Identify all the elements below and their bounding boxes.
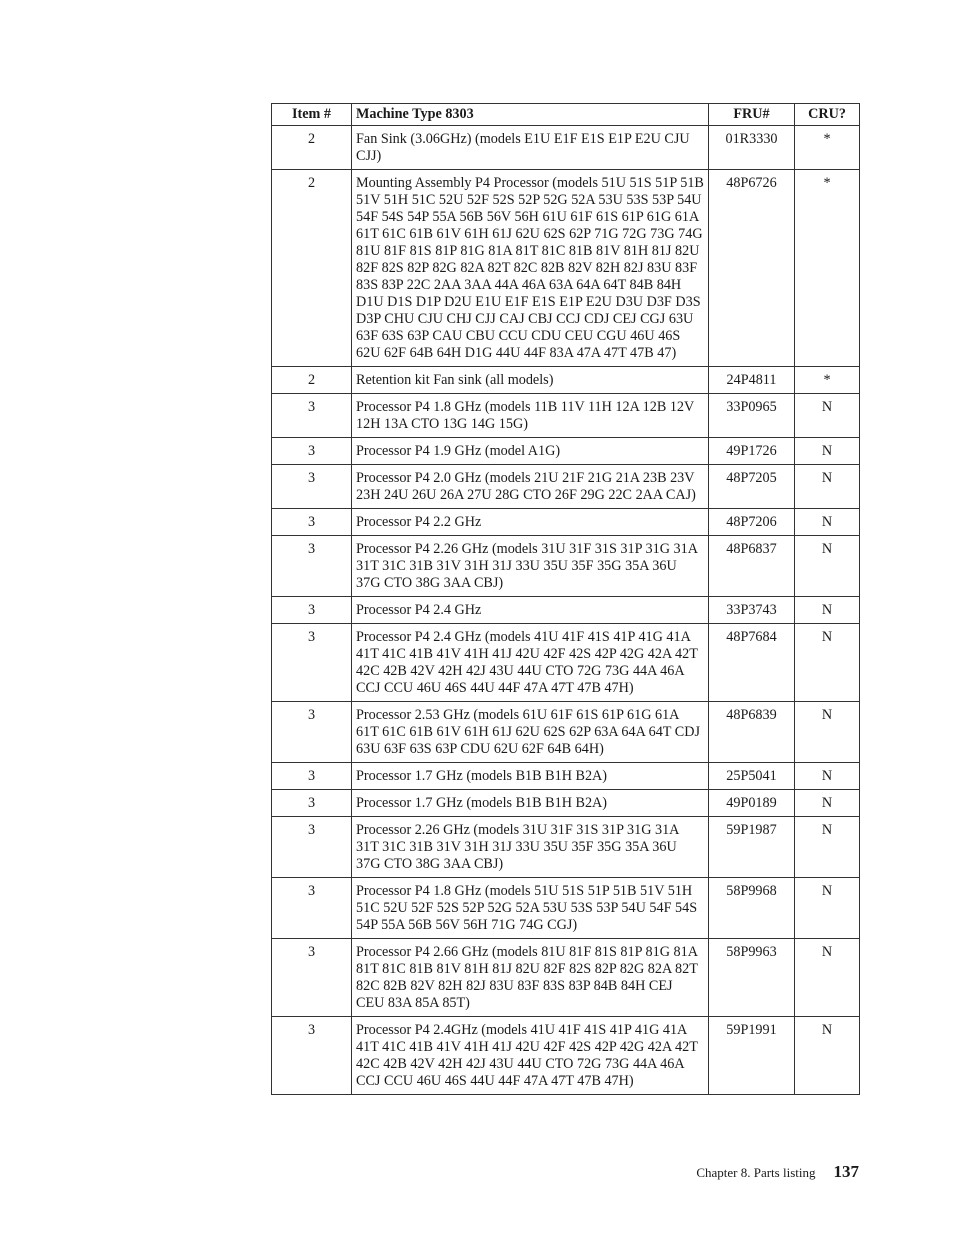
cell-description: Mounting Assembly P4 Processor (models 51U 51S 51P 51B 51V 51H 51C 52U 52F 52S 52P 52G 52A 53U 53S 53P 54U 54F 54S 54P 55A 56B 56V 56H 61U 61F 61S 61P 61G 61A 61T 61C 61B 61V 61H 61J 62U 62S 62P 71G 72G 73G 74G 81U 81F 81S 81P 81G 81A 81T 81C 81B 81V 81H 81J 82U 82F 82S 82P 82G 82A 82T 82C 82B 82V 82H 82J 83U 83F 83S 83P 22C 2AA 3AA 44A 46A 63A 64A 64T 84B 84H D1U D1S D1P D2U E1U E1F E1S E1P E2U D3U D3F D3S D3P CHU CJU CHJ CJJ CAJ CBJ CCJ CDJ CEJ CGJ 63U 63F 63S 63P CAU CBU CCU CDU CEU CGU 46U 46S 62U 62F 64B 64H D1G 44U 44F 83A 47A 47T 47B 47) <box>352 170 709 367</box>
cell-description: Processor 2.53 GHz (models 61U 61F 61S 61P 61G 61A 61T 61C 61B 61V 61H 61J 62U 62S 62P 63A 64A 64T CDJ 63U 63F 63S 63P CDU 62U 62F 64B 64H) <box>352 702 709 763</box>
header-machine-type: Machine Type 8303 <box>352 104 709 126</box>
cell-cru: N <box>795 702 860 763</box>
cell-cru: N <box>795 939 860 1017</box>
cell-description: Processor P4 2.4GHz (models 41U 41F 41S 41P 41G 41A 41T 41C 41B 41V 41H 41J 42U 42F 42S 42P 42G 42A 42T 42C 42B 42V 42H 42J 43U 44U CTO 72G 73G 44A 46A CCJ CCU 46U 46S 44U 44F 47A 47T 47B 47H) <box>352 1017 709 1095</box>
cell-item: 2 <box>272 367 352 394</box>
cell-item: 3 <box>272 536 352 597</box>
cell-description: Processor P4 1.8 GHz (models 51U 51S 51P 51B 51V 51H 51C 52U 52F 52S 52P 52G 52A 53U 53S 53P 54U 54F 54S 54P 55A 56B 56V 56H 71G 74G CGJ) <box>352 878 709 939</box>
cell-fru: 48P6837 <box>709 536 795 597</box>
cell-cru: * <box>795 367 860 394</box>
cell-item: 3 <box>272 878 352 939</box>
cell-cru: N <box>795 597 860 624</box>
cell-description: Processor P4 2.4 GHz (models 41U 41F 41S 41P 41G 41A 41T 41C 41B 41V 41H 41J 42U 42F 42S 42P 42G 42A 42T 42C 42B 42V 42H 42J 43U 44U CTO 72G 73G 44A 46A CCJ CCU 46U 46S 44U 44F 47A 47T 47B 47H) <box>352 624 709 702</box>
cell-item: 3 <box>272 624 352 702</box>
header-cru: CRU? <box>795 104 860 126</box>
cell-cru: N <box>795 1017 860 1095</box>
cell-fru: 58P9963 <box>709 939 795 1017</box>
cell-description: Processor P4 2.2 GHz <box>352 509 709 536</box>
table-row <box>272 170 860 367</box>
cell-cru: N <box>795 763 860 790</box>
cell-description: Processor 1.7 GHz (models B1B B1H B2A) <box>352 763 709 790</box>
table-row <box>272 465 860 509</box>
cell-description: Processor P4 2.26 GHz (models 31U 31F 31S 31P 31G 31A 31T 31C 31B 31V 31H 31J 33U 35U 35F 35G 35A 36U 37G CTO 38G 3AA CBJ) <box>352 536 709 597</box>
cell-item: 3 <box>272 438 352 465</box>
cell-description: Processor 2.26 GHz (models 31U 31F 31S 31P 31G 31A 31T 31C 31B 31V 31H 31J 33U 35U 35F 35G 35A 36U 37G CTO 38G 3AA CBJ) <box>352 817 709 878</box>
cell-cru: N <box>795 817 860 878</box>
header-fru: FRU# <box>709 104 795 126</box>
cell-fru: 33P3743 <box>709 597 795 624</box>
cell-item: 2 <box>272 126 352 170</box>
cell-fru: 58P9968 <box>709 878 795 939</box>
table-row <box>272 763 860 790</box>
cell-cru: * <box>795 126 860 170</box>
table-row <box>272 126 860 170</box>
cell-fru: 48P7684 <box>709 624 795 702</box>
parts-table-body <box>272 126 860 1095</box>
cell-fru: 49P0189 <box>709 790 795 817</box>
cell-cru: N <box>795 438 860 465</box>
cell-fru: 01R3330 <box>709 126 795 170</box>
cell-item: 3 <box>272 1017 352 1095</box>
cell-fru: 33P0965 <box>709 394 795 438</box>
parts-table <box>271 103 860 1095</box>
cell-description: Fan Sink (3.06GHz) (models E1U E1F E1S E1P E2U CJU CJJ) <box>352 126 709 170</box>
table-row <box>272 597 860 624</box>
cell-description: Processor P4 1.9 GHz (model A1G) <box>352 438 709 465</box>
cell-item: 2 <box>272 170 352 367</box>
cell-fru: 59P1991 <box>709 1017 795 1095</box>
cell-description: Processor P4 1.8 GHz (models 11B 11V 11H 12A 12B 12V 12H 13A CTO 13G 14G 15G) <box>352 394 709 438</box>
cell-fru: 48P6839 <box>709 702 795 763</box>
table-header-row <box>272 104 860 126</box>
cell-item: 3 <box>272 394 352 438</box>
table-row <box>272 367 860 394</box>
page-number: 137 <box>833 1162 859 1181</box>
cell-cru: N <box>795 536 860 597</box>
cell-item: 3 <box>272 939 352 1017</box>
cell-item: 3 <box>272 597 352 624</box>
cell-fru: 59P1987 <box>709 817 795 878</box>
table-row <box>272 817 860 878</box>
cell-fru: 48P7205 <box>709 465 795 509</box>
table-row <box>272 536 860 597</box>
table-row <box>272 509 860 536</box>
cell-fru: 48P7206 <box>709 509 795 536</box>
cell-cru: N <box>795 509 860 536</box>
table-row <box>272 878 860 939</box>
table-row <box>272 939 860 1017</box>
cell-fru: 25P5041 <box>709 763 795 790</box>
cell-item: 3 <box>272 509 352 536</box>
chapter-title: Chapter 8. Parts listing <box>696 1165 816 1180</box>
table-row <box>272 790 860 817</box>
table-row <box>272 1017 860 1095</box>
cell-description: Processor P4 2.66 GHz (models 81U 81F 81S 81P 81G 81A 81T 81C 81B 81V 81H 81J 82U 82F 82S 82P 82G 82A 82T 82C 82B 82V 82H 82J 83U 83F 83S 83P 84B 84H CEJ CEU 83A 85A 85T) <box>352 939 709 1017</box>
cell-item: 3 <box>272 763 352 790</box>
table-row <box>272 702 860 763</box>
cell-item: 3 <box>272 702 352 763</box>
cell-cru: N <box>795 878 860 939</box>
cell-item: 3 <box>272 465 352 509</box>
cell-description: Processor P4 2.0 GHz (models 21U 21F 21G 21A 23B 23V 23H 24U 26U 26A 27U 28G CTO 26F 29G 22C 2AA CAJ) <box>352 465 709 509</box>
table-row <box>272 624 860 702</box>
cell-fru: 49P1726 <box>709 438 795 465</box>
cell-cru: N <box>795 624 860 702</box>
cell-fru: 24P4811 <box>709 367 795 394</box>
cell-cru: N <box>795 465 860 509</box>
table-row <box>272 438 860 465</box>
page-footer <box>696 1162 859 1182</box>
cell-description: Processor P4 2.4 GHz <box>352 597 709 624</box>
cell-description: Processor 1.7 GHz (models B1B B1H B2A) <box>352 790 709 817</box>
cell-cru: * <box>795 170 860 367</box>
cell-cru: N <box>795 394 860 438</box>
cell-cru: N <box>795 790 860 817</box>
cell-fru: 48P6726 <box>709 170 795 367</box>
table-row <box>272 394 860 438</box>
cell-item: 3 <box>272 790 352 817</box>
header-item: Item # <box>272 104 352 126</box>
cell-description: Retention kit Fan sink (all models) <box>352 367 709 394</box>
cell-item: 3 <box>272 817 352 878</box>
